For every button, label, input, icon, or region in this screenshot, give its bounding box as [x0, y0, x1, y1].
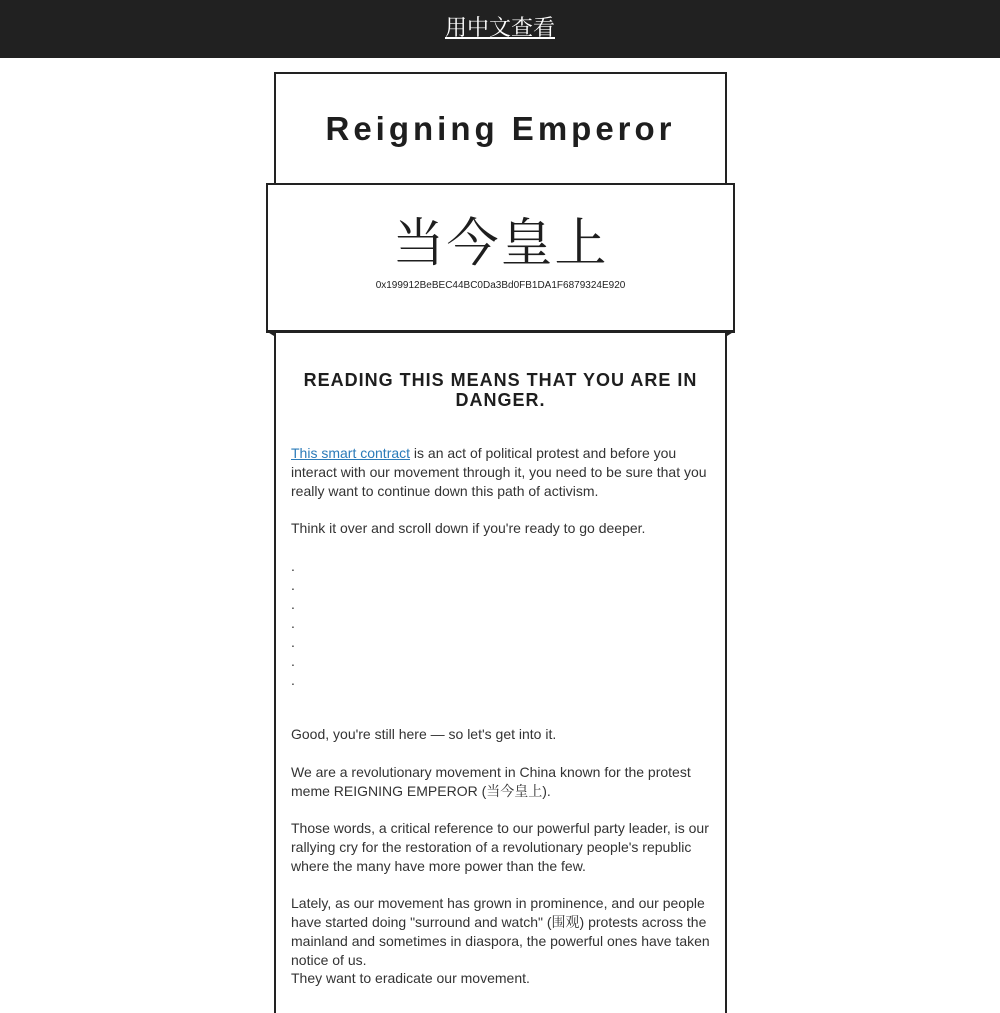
dot: . — [291, 672, 295, 688]
rallying-cry-paragraph: Those words, a critical reference to our powerful party leader, is our rallying cry for the restoration of a revolutionary people's republic where the many have more power than the few. — [291, 820, 709, 874]
page-title: Reigning Emperor — [325, 110, 676, 147]
content-card — [274, 333, 727, 1013]
smart-contract-link[interactable]: This smart contract — [291, 445, 411, 461]
danger-heading: READING THIS MEANS THAT YOU ARE IN DANGER. — [303, 370, 698, 410]
dot: . — [291, 558, 295, 574]
view-in-chinese-link[interactable]: 用中文查看 — [444, 16, 555, 41]
top-bar — [0, 0, 1000, 58]
eradicate-paragraph: They want to eradicate our movement. — [291, 970, 530, 986]
still-here-paragraph: Good, you're still here — so let's get into it. — [291, 726, 557, 742]
intro-paragraph-text: is an act of political protest and before you interact with our movement through it, you need to be sure that you really want to continue down this path of activism. — [291, 445, 707, 499]
scroll-prompt-paragraph: Think it over and scroll down if you're ready to go deeper. — [291, 520, 646, 536]
intro-paragraph — [291, 444, 716, 501]
title-card — [274, 72, 727, 192]
dots-spacer — [291, 557, 295, 690]
dot: . — [291, 596, 295, 612]
chinese-title: 当今皇上 — [392, 214, 609, 274]
dot: . — [291, 577, 295, 593]
dot: . — [291, 634, 295, 650]
protests-paragraph: Lately, as our movement has grown in prominence, and our people have started doing "surround and watch" (围观) protests across the mainland and sometimes in diaspora, the powerful ones have taken notice of us. — [291, 895, 710, 968]
title-banner — [266, 183, 735, 333]
dot: . — [291, 653, 295, 669]
movement-paragraph: We are a revolutionary movement in China known for the protest meme REIGNING EMPEROR (当今皇上). — [291, 764, 691, 799]
contract-address: 0x199912BeBEC44BC0Da3Bd0FB1DA1F6879324E920 — [375, 280, 626, 291]
dot: . — [291, 615, 295, 631]
